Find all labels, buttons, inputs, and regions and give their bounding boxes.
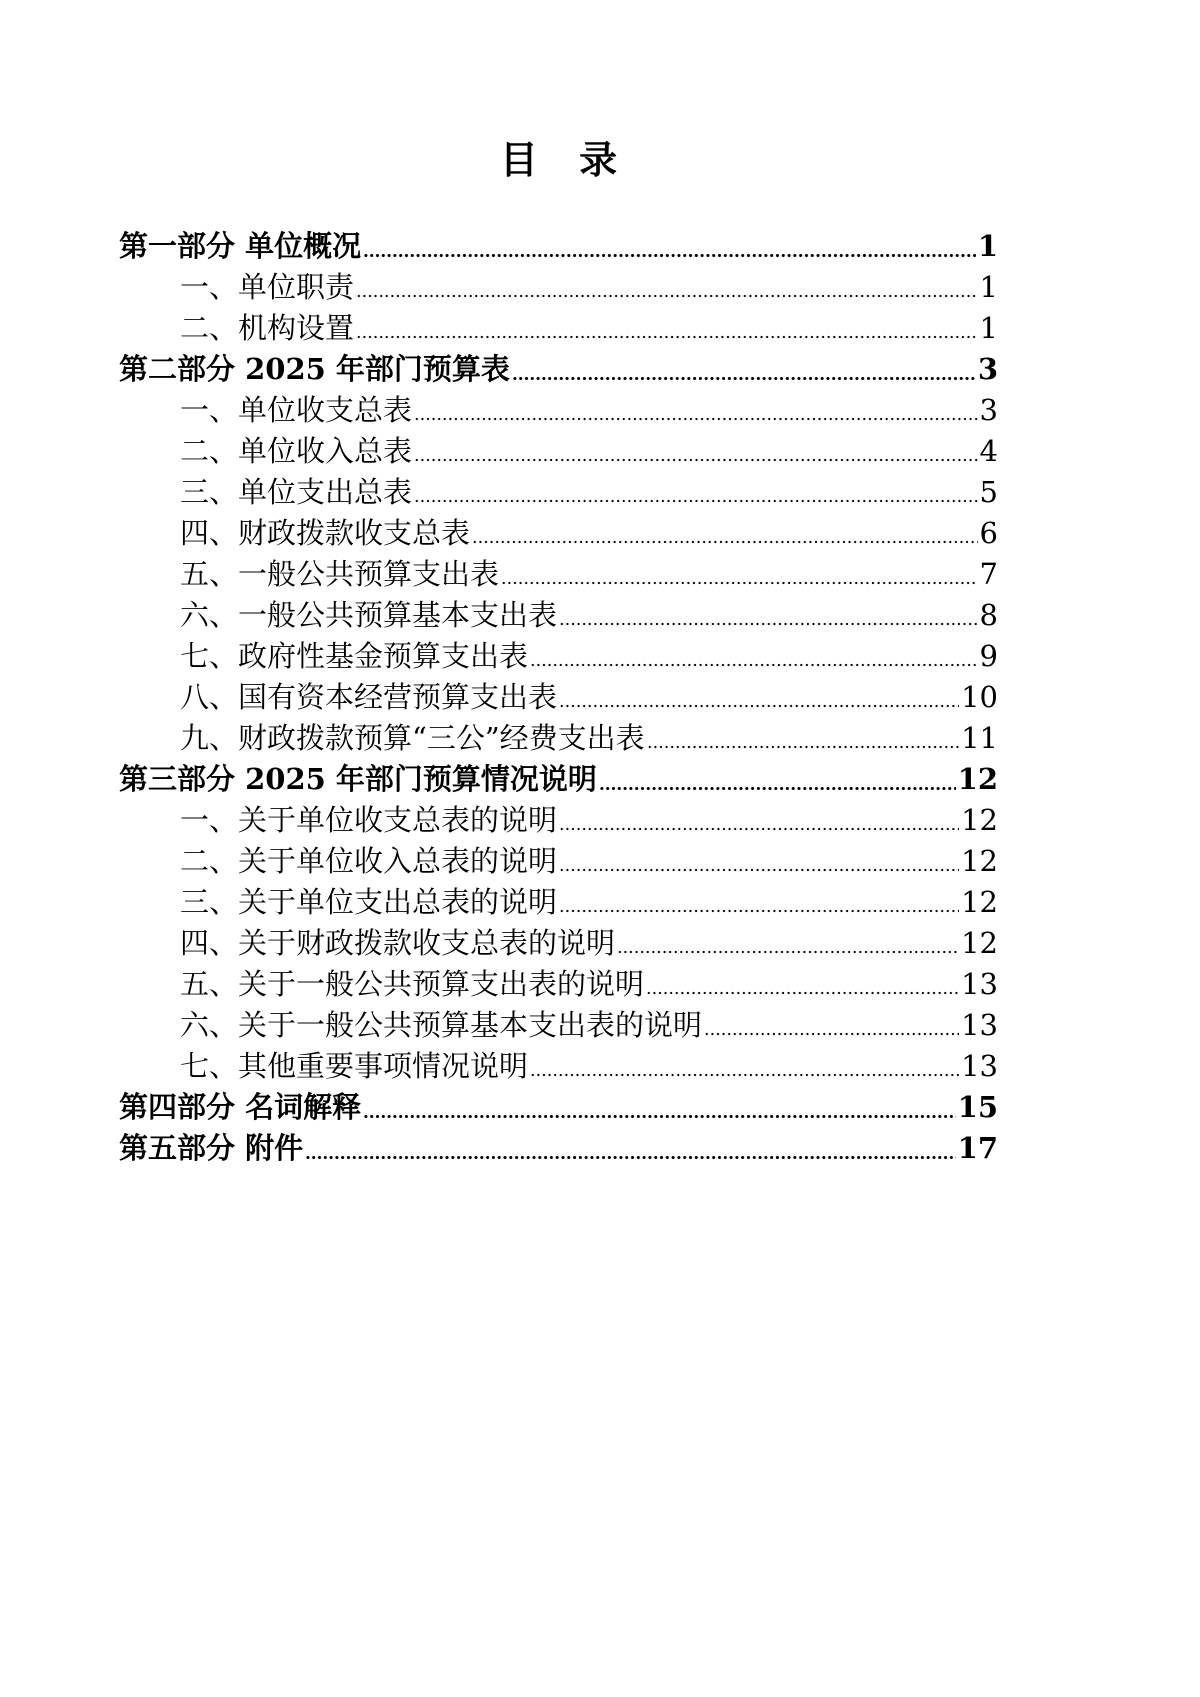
- dot-leader: [501, 554, 978, 595]
- dot-leader: [414, 472, 978, 513]
- dot-leader: [512, 349, 976, 390]
- dot-leader: [305, 1128, 956, 1169]
- toc-item-2-8: [119, 677, 998, 718]
- toc-item-label: 七、政府性基金预算支出表: [180, 639, 529, 673]
- page-number: 10: [961, 680, 998, 714]
- toc-title: 目 录: [499, 137, 632, 182]
- toc-item-2-3: [119, 472, 998, 513]
- page-number: 17: [957, 1131, 998, 1165]
- page-number: 13: [961, 1049, 998, 1083]
- toc-item-3-2: [119, 841, 998, 882]
- dot-leader: [530, 1046, 959, 1087]
- toc-item-3-7: [119, 1046, 998, 1087]
- table-of-contents: [119, 226, 998, 1169]
- toc-item-2-4: [119, 513, 998, 554]
- dot-leader: [414, 390, 978, 431]
- toc-item-1-1: [119, 267, 998, 308]
- toc-item-label: 六、关于一般公共预算基本支出表的说明: [180, 1008, 703, 1042]
- toc-item-3-4: [119, 923, 998, 964]
- toc-item-2-2: [119, 431, 998, 472]
- toc-item-label: 五、一般公共预算支出表: [180, 557, 500, 591]
- toc-item-label: 二、单位收入总表: [180, 434, 413, 468]
- page-number: 12: [957, 762, 998, 796]
- page-number: 12: [961, 885, 998, 919]
- toc-item-label: 一、单位职责: [180, 270, 355, 304]
- toc-item-label: 三、单位支出总表: [180, 475, 413, 509]
- dot-leader: [472, 513, 978, 554]
- toc-item-3-6: [119, 1005, 998, 1046]
- dot-leader: [530, 636, 978, 677]
- dot-leader: [646, 964, 959, 1005]
- toc-item-2-5: [119, 554, 998, 595]
- page-number: 12: [961, 803, 998, 837]
- toc-item-label: 九、财政拨款预算“三公”经费支出表: [180, 721, 645, 755]
- dot-leader: [647, 718, 959, 759]
- toc-item-label: 一、单位收支总表: [180, 393, 413, 427]
- toc-item-2-9: [119, 718, 998, 759]
- dot-leader: [704, 1005, 959, 1046]
- dot-leader: [599, 759, 956, 800]
- toc-part-5: [119, 1128, 998, 1169]
- toc-item-label: 八、国有资本经营预算支出表: [180, 680, 558, 714]
- toc-item-3-3: [119, 882, 998, 923]
- dot-leader: [559, 595, 978, 636]
- toc-item-2-6: [119, 595, 998, 636]
- page-number: 9: [979, 639, 998, 673]
- page-number: 12: [961, 926, 998, 960]
- page-number: 13: [961, 1008, 998, 1042]
- page-number: 13: [961, 967, 998, 1001]
- dot-leader: [363, 1087, 956, 1128]
- page-number: 1: [979, 311, 998, 345]
- toc-part-title: 第二部分 2025 年部门预算表: [119, 352, 510, 386]
- toc-item-3-5: [119, 964, 998, 1005]
- toc-part-1: [119, 226, 998, 267]
- toc-part-3: [119, 759, 998, 800]
- page-number: 12: [961, 844, 998, 878]
- page-number: 7: [979, 557, 998, 591]
- toc-item-label: 三、关于单位支出总表的说明: [180, 885, 558, 919]
- toc-item-label: 二、机构设置: [180, 311, 355, 345]
- page-number: 15: [957, 1090, 998, 1124]
- page-number: 5: [979, 475, 998, 509]
- page-number: 1: [979, 270, 998, 304]
- toc-item-1-2: [119, 308, 998, 349]
- dot-leader: [356, 267, 978, 308]
- toc-item-label: 五、关于一般公共预算支出表的说明: [180, 967, 645, 1001]
- page-number: 4: [979, 434, 998, 468]
- toc-part-4: [119, 1087, 998, 1128]
- toc-part-2: [119, 349, 998, 390]
- toc-item-2-7: [119, 636, 998, 677]
- toc-item-label: 四、关于财政拨款收支总表的说明: [180, 926, 616, 960]
- dot-leader: [617, 923, 959, 964]
- toc-item-label: 一、关于单位收支总表的说明: [180, 803, 558, 837]
- toc-part-title: 第五部分 附件: [119, 1131, 304, 1165]
- dot-leader: [363, 226, 976, 267]
- page-number: 3: [977, 352, 998, 386]
- page-number: 8: [979, 598, 998, 632]
- page-number: 1: [977, 229, 998, 263]
- toc-item-label: 七、其他重要事项情况说明: [180, 1049, 529, 1083]
- page-number: 6: [979, 516, 998, 550]
- toc-part-title: 第三部分 2025 年部门预算情况说明: [119, 762, 597, 796]
- toc-item-label: 六、一般公共预算基本支出表: [180, 598, 558, 632]
- toc-part-title: 第四部分 名词解释: [119, 1090, 362, 1124]
- toc-item-label: 二、关于单位收入总表的说明: [180, 844, 558, 878]
- dot-leader: [559, 882, 959, 923]
- dot-leader: [559, 677, 959, 718]
- toc-part-title: 第一部分 单位概况: [119, 229, 362, 263]
- toc-item-label: 四、财政拨款收支总表: [180, 516, 471, 550]
- dot-leader: [356, 308, 978, 349]
- page-number: 11: [961, 721, 998, 755]
- page-number: 3: [979, 393, 998, 427]
- dot-leader: [559, 800, 959, 841]
- toc-item-3-1: [119, 800, 998, 841]
- toc-item-2-1: [119, 390, 998, 431]
- dot-leader: [414, 431, 978, 472]
- dot-leader: [559, 841, 959, 882]
